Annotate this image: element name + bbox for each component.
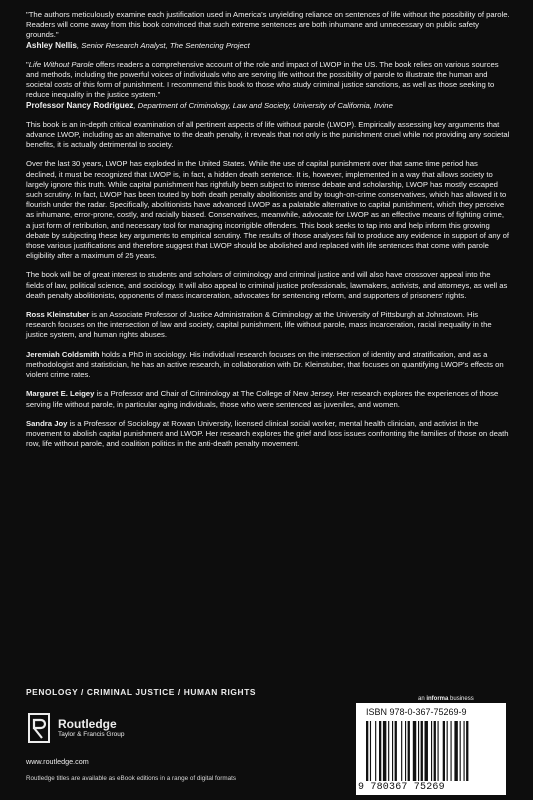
author-bio — [26, 310, 510, 341]
informa-business-label: an informa business — [418, 696, 474, 702]
description-paragraph: Over the last 30 years, LWOP has exploded in the United States. While the use of capital punishment over that same time period has declined, it must be recognized that LWOP is, in fact, a hidden death sentence. It is, however, implemented in a way that allows society to largely ignore this truth. While capital punishment has rightfully been subject to intense debate and scholarship, LWOP has mostly escaped such scrutiny. In fact, LWOP has been touted by both death penalty abolitionists and by tough-on-crime conservatives, which has allowed it to flourish under the radar. Specifically, abolitionists have advanced LWOP as a palatable alternative to capital punishment, which they perceive as inhumane, error-prone, costly, and racially biased. Conservatives, meanwhile, advocate for LWOP as an effective means of fighting crime, a just form of retribution, and necessary tool for managing incorrigible offenders. This book seeks to tap into and help inform this growing debate by subjecting these key arguments to empirical scrutiny. The results of those analyses fail to produce any evidence in support of any of those various justifications and therefore suggest that LWOP should be abolished and replaced with life sentences that come with parole eligibility after a maximum of 25 years. — [26, 159, 510, 261]
barcode-stripe — [418, 721, 419, 781]
endorsement-2-book-title: Life Without Parole — [28, 59, 94, 69]
barcode-stripe — [413, 721, 416, 781]
barcode-stripe — [431, 721, 432, 781]
author-bio-text: is a Professor of Sociology at Rowan University, licensed clinical social worker, mental health clinician, and activist in the movement to abolish capital punishment and LWOP. Her research explores the grief and loss issues confronting the families of those on death row, life without parole, and coalition politics in the anti-death penalty movement. — [26, 418, 509, 449]
author-name: Ross Kleinstuber — [26, 310, 90, 320]
description-paragraph: This book is an in-depth critical examination of all pertinent aspects of life without parole (LWOP). Empirically assessing key arguments that advance LWOP, including as an alternative to the death penalty, it reveals that not only is the punishment cruel while not providing any societal benefits, it is actually detrimental to society. — [26, 119, 510, 150]
author-bio — [26, 389, 510, 409]
endorsement-1 — [26, 10, 510, 51]
barcode-stripe — [395, 721, 397, 781]
subject-categories: PENOLOGY / CRIMINAL JUSTICE / HUMAN RIGHTS — [26, 687, 257, 697]
barcode-stripe — [405, 721, 406, 781]
barcode-stripe — [443, 721, 445, 781]
endorsement-2-text: offers readers a comprehensive account of the role and impact of LWOP in the US. The book relies on various sources and methods, including the powerful voices of individuals who are serving life without the possibility of parole to illustrate the human and societal costs of this form of punishment. I recommend this book to those who study criminal justice sanctions, as well as those seeking to reduce inequality in the justice system." — [26, 59, 499, 100]
barcode-stripe — [383, 721, 386, 781]
author-bio — [26, 419, 510, 450]
barcode-stripe — [401, 721, 402, 781]
isbn-label: ISBN 978-0-367-75269-9 — [366, 707, 467, 717]
publisher-logo — [26, 712, 124, 744]
author-name: Sandra Joy — [26, 418, 68, 428]
author-name: Jeremiah Coldsmith — [26, 349, 100, 359]
endorsement-2-attribution — [26, 101, 510, 111]
barcode-stripe — [460, 721, 461, 781]
barcode-stripe — [408, 721, 410, 781]
barcode-stripe — [425, 721, 428, 781]
endorsement-1-author: Ashley Nellis — [26, 40, 77, 50]
barcode-stripe — [392, 721, 393, 781]
publisher-group: Taylor & Francis Group — [58, 730, 125, 738]
barcode-stripe — [447, 721, 448, 781]
endorsement-2-quote — [26, 60, 510, 101]
description-paragraph: The book will be of great interest to students and scholars of criminology and criminal justice and will also have crossover appeal into the fields of law, political science, and sociology. It will also appeal to criminal justice professionals, lawmakers, activists, and attorneys, as well as death penalty abolitionists, opponents of mass incarceration, advocates for sentencing reform, and supporters of prisoners' rights. — [26, 270, 508, 300]
barcode-stripe — [466, 721, 468, 781]
endorsement-1-quote: "The authors meticulously examine each justification used in America's unyielding reliance on sentences of life without the possibility of parole. Readers will come away from this book convinced that such extreme sentences are both inhumane and unnecessary on public safety grounds." — [26, 10, 510, 40]
endorsement-2-open: " — [26, 59, 29, 69]
endorsement-1-affiliation: , Senior Research Analyst, The Sentencing Project — [76, 40, 250, 50]
barcode-stripe — [375, 721, 376, 781]
publisher-website: www.routledge.com — [26, 757, 89, 766]
barcode-stripe — [366, 721, 368, 781]
routledge-logo-icon — [26, 712, 52, 744]
back-cover-text — [26, 10, 510, 458]
endorsement-2 — [26, 60, 510, 111]
ebook-note: Routledge titles are available as eBook editions in a range of digital formats — [26, 775, 237, 782]
isbn-barcode — [356, 703, 506, 795]
author-bio-text: holds a PhD in sociology. His individual research focuses on the intersection of identity and stratification, and as a methodologist and statistician, he has an active research, in collaboration with Dr. Kleinstuber, that focuses on quantifying LWOP's effects on violent crime rates. — [26, 349, 504, 380]
barcode-stripe — [421, 721, 423, 781]
endorsement-2-author: Professor Nancy Rodriguez — [26, 100, 134, 110]
endorsement-2-affiliation: , Department of Criminology, Law and Society, University of California, Irvine — [133, 100, 393, 110]
author-bio-text: is a Professor and Chair of Criminology at The College of New Jersey. Her research explores the experiences of those serving life without parole, in particular aging individuals, those who were sentenced as juveniles, and women. — [26, 389, 499, 409]
barcode-stripe — [438, 721, 439, 781]
barcode-stripe — [370, 721, 371, 781]
publisher-name: Routledge — [58, 716, 117, 731]
barcode-bars — [366, 721, 498, 781]
barcode-stripe — [379, 721, 381, 781]
barcode-stripe — [388, 721, 389, 781]
endorsement-1-attribution — [26, 41, 510, 51]
barcode-stripe — [451, 721, 452, 781]
barcode-stripe — [454, 721, 457, 781]
barcode-stripe — [464, 721, 465, 781]
barcode-digits: 9 780367 75269 — [358, 782, 445, 793]
author-bio-text: is an Associate Professor of Justice Administration & Criminology at the University of Pittsburgh at Johnstown. His research focuses on the intersection of law and society, capital punishment, life without parole, mass incarceration, racial inequality in the justice system, and human rights abuses. — [26, 310, 492, 340]
author-bio — [26, 350, 510, 381]
barcode-stripe — [434, 721, 436, 781]
author-name: Margaret E. Leigey — [26, 389, 95, 399]
